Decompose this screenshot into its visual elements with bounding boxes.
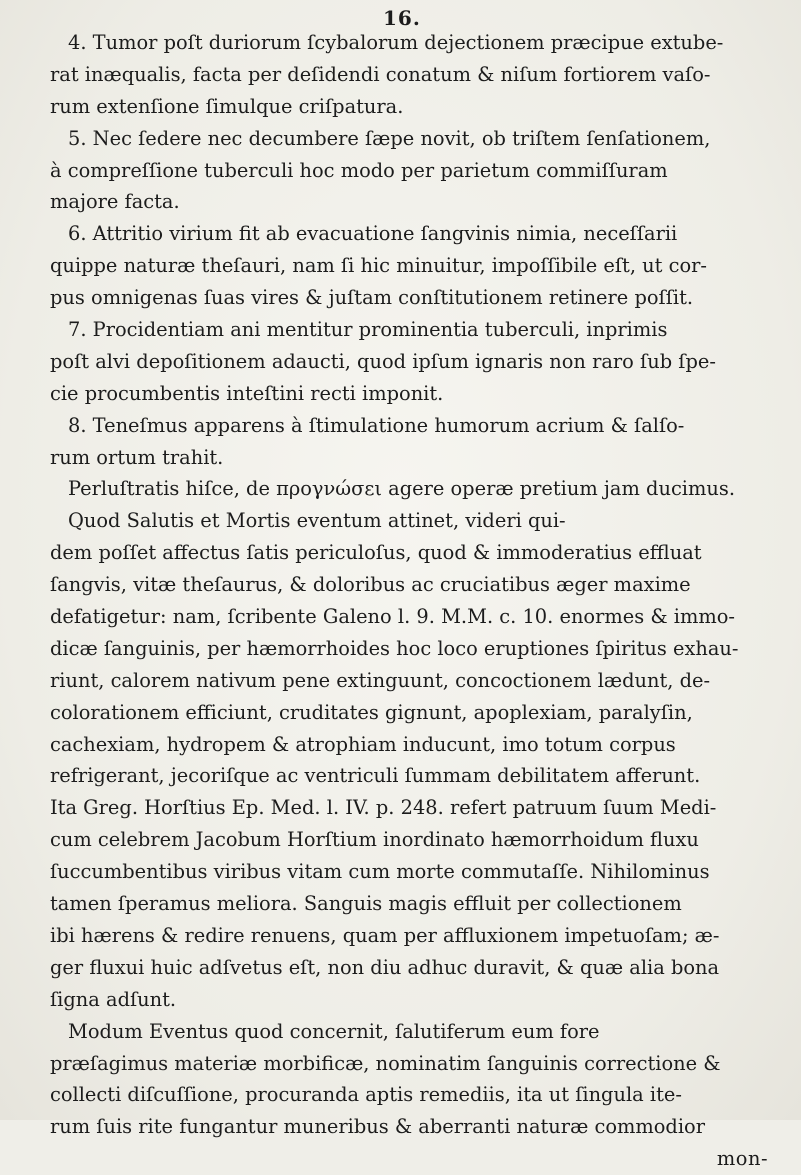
text-line: ſangvis, vitæ theſaurus, & doloribus ac cruciatibus æger maxime [50, 573, 691, 597]
text-line: majore facta. [50, 190, 180, 214]
text-line: Ita Greg. Horſtius Ep. Med. l. IV. p. 248. refert patruum ſuum Medi- [50, 796, 717, 820]
text-line: ger fluxui huic adſvetus eſt, non diu adhuc duravit, & quæ alia bona [50, 955, 720, 979]
text-line: 4. Tumor poſt duriorum ſcybalorum dejectionem præcipue extube- [68, 31, 724, 54]
text-line: 6. Attritio virium fit ab evacuatione ſangvinis nimia, neceſſarii [68, 222, 678, 246]
text-line: ſigna adſunt. [50, 987, 177, 1011]
text-line: poſt alvi depoſitionem adaucti, quod ipſum ignaris non raro ſub ſpe- [50, 349, 716, 373]
text-line: ſuccumbentibus viribus vitam cum morte commutaſſe. Nihilominus [50, 860, 710, 884]
text-line: rum ſuis rite fungantur muneribus & aberranti naturæ commodior [50, 1115, 705, 1139]
text-line: rum extenſione ſimulque criſpatura. [50, 94, 404, 118]
text-line: pus omnigenas ſuas vires & juſtam conſtitutionem retinere poſſit. [50, 286, 694, 310]
body-text [50, 27, 790, 1175]
text-line: 8. Teneſmus apparens à ſtimulatione humorum acrium & ſalſo- [68, 413, 685, 437]
text-line: colorationem efficiunt, cruditates gignunt, apoplexiam, paralyſin, [50, 700, 693, 724]
text-line: cie procumbentis inteſtini recti imponit. [50, 381, 444, 405]
text-line: defatigetur: nam, ſcribente Galeno l. 9. M.M. c. 10. enormes & immo- [50, 605, 735, 629]
text-line: rum ortum trahit. [50, 445, 224, 469]
text-line: 7. Procidentiam ani mentitur prominentia tuberculi, inprimis [68, 318, 668, 342]
page-number: 16. [383, 6, 421, 30]
text-line: cum celebrem Jacobum Horſtium inordinato hæmorrhoidum fluxu [50, 828, 699, 852]
text-line: dem poſſet affectus ſatis periculoſus, quod & immoderatius effluat [50, 541, 702, 565]
text-line: cachexiam, hydropem & atrophiam inducunt, imo totum corpus [50, 732, 676, 756]
text-line: quippe naturæ theſauri, nam ſi hic minuitur, impoſſibile eſt, ut cor- [50, 254, 707, 278]
catchword: mon- [716, 1147, 768, 1171]
text-line: riunt, calorem nativum pene extinguunt, concoctionem lædunt, de- [50, 668, 711, 692]
text-line: à compreſſione tuberculi hoc modo per parietum commiſſuram [50, 158, 668, 182]
text-line: 5. Nec ſedere nec decumbere ſæpe novit, ob triſtem ſenſationem, [68, 126, 711, 150]
text-line: rat inæqualis, facta per deſidendi conatum & niſum fortiorem vaſo- [50, 62, 711, 86]
text-line: refrigerant, jecoriſque ac ventriculi ſummam debilitatem afferunt. [50, 764, 701, 788]
text-line: Perluſtratis hiſce, de προγνώσει agere operæ pretium jam ducimus. [68, 477, 735, 501]
text-line: dicæ ſanguinis, per hæmorrhoides hoc loco eruptiones ſpiritus exhau- [50, 636, 739, 660]
text-line: præſagimus materiæ morbificæ, nominatim ſanguinis correctione & [50, 1051, 721, 1075]
text-line: Modum Eventus quod concernit, ſalutiferum eum fore [68, 1019, 600, 1043]
text-line: ibi hærens & redire renuens, quam per affluxionem impetuoſam; æ- [50, 923, 720, 947]
text-line: Quod Salutis et Mortis eventum attinet, videri qui- [68, 509, 566, 533]
text-line: tamen ſperamus meliora. Sanguis magis effluit per collectionem [50, 892, 682, 916]
text-line: collecti diſcuſſione, procuranda aptis remediis, ita ut ſingula ite- [50, 1083, 682, 1107]
